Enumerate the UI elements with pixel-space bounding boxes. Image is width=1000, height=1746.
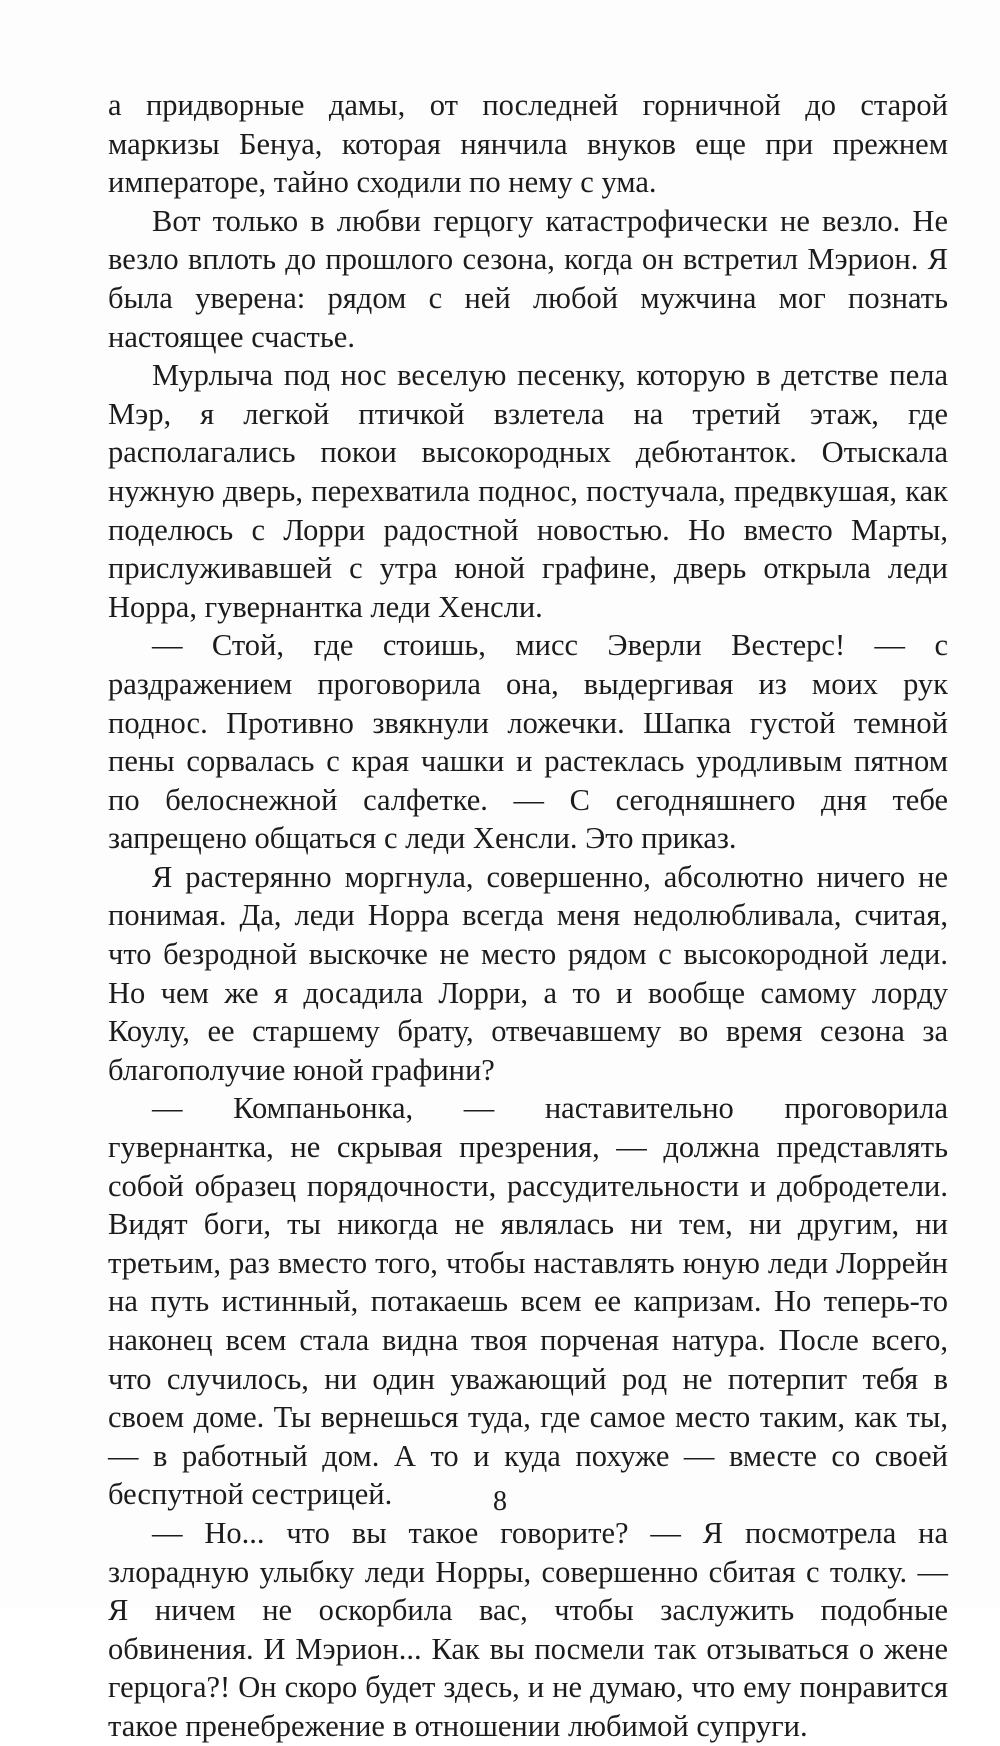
paragraph-5: Я растерянно моргнула, совершенно, абсолютно ничего не понимая. Да, леди Норра всегда меня недолюбливала, считая, что безродной выскочке не место рядом с высокородной леди. Но чем же я досадила Лорри, а то и вообще самому лорду Коулу, ее старшему брату, отвечавшему во время сезона за благополучие юной графини? — [108, 859, 948, 1087]
page-number: 8 — [493, 1486, 507, 1517]
paragraph-1: а придворные дамы, от последней горничной до старой маркизы Бенуа, которая нянчила внуков еще при прежнем императоре, тайно сходили по нему с ума. — [108, 88, 948, 200]
paragraph-7: — Но... что вы такое говорите? — Я посмотрела на злорадную улыбку леди Норры, совершенно сбитая с толку. — Я ничем не оскорбила вас, чтобы заслужить подобные обвинения. И Мэрион... Как вы посмели так отзываться о жене герцога?! Он скоро будет здесь, и не думаю, что ему понравится такое пренебрежение в отношении любимой супруги. — [108, 1515, 948, 1743]
paragraph-6: — Компаньонка, — наставительно проговорила гувернантка, не скрывая презрения, — должна представлять собой образец порядочности, рассудительности и добродетели. Видят боги, ты никогда не являлась ни тем, ни другим, ни третьим, раз вместо того, чтобы наставлять юную леди Лоррейн на путь истинный, потакаешь всем ее капризам. Но теперь-то наконец всем стала видна твоя порченая натура. После всего, что случилось, ни один уважающий род не потерпит тебя в своем доме. Ты вернешься туда, где самое место таким, как ты, — в работный дом. А то и куда похуже — вместе со своей беспутной сестрицей. — [108, 1091, 948, 1512]
paragraph-4: — Стой, где стоишь, мисс Эверли Вестерс! — с раздражением проговорила она, выдергивая из моих рук поднос. Противно звякнули ложечки. Шапка густой темной пены сорвалась с края чашки и растеклась уродливым пятном по белоснежной салфетке. — С сегодняшнего дня тебе запрещено общаться с леди Хенсли. Это приказ. — [108, 628, 948, 856]
paragraph-2: Вот только в любви герцогу катастрофически не везло. Не везло вплоть до прошлого сезона, когда он встретил Мэрион. Я была уверена: рядом с ней любой мужчина мог познать настоящее счастье. — [108, 203, 948, 354]
paragraph-3: Мурлыча под нос веселую песенку, которую в детстве пела Мэр, я легкой птичкой взлетела на третий этаж, где располагались покои высокородных дебютанток. Отыскала нужную дверь, перехватила поднос, постучала, предвкушая, как поделюсь с Лорри радостной новостью. Но вместо Марты, прислуживавшей с утра юной графине, дверь открыла леди Норра, гувернантка леди Хенсли. — [108, 358, 948, 624]
